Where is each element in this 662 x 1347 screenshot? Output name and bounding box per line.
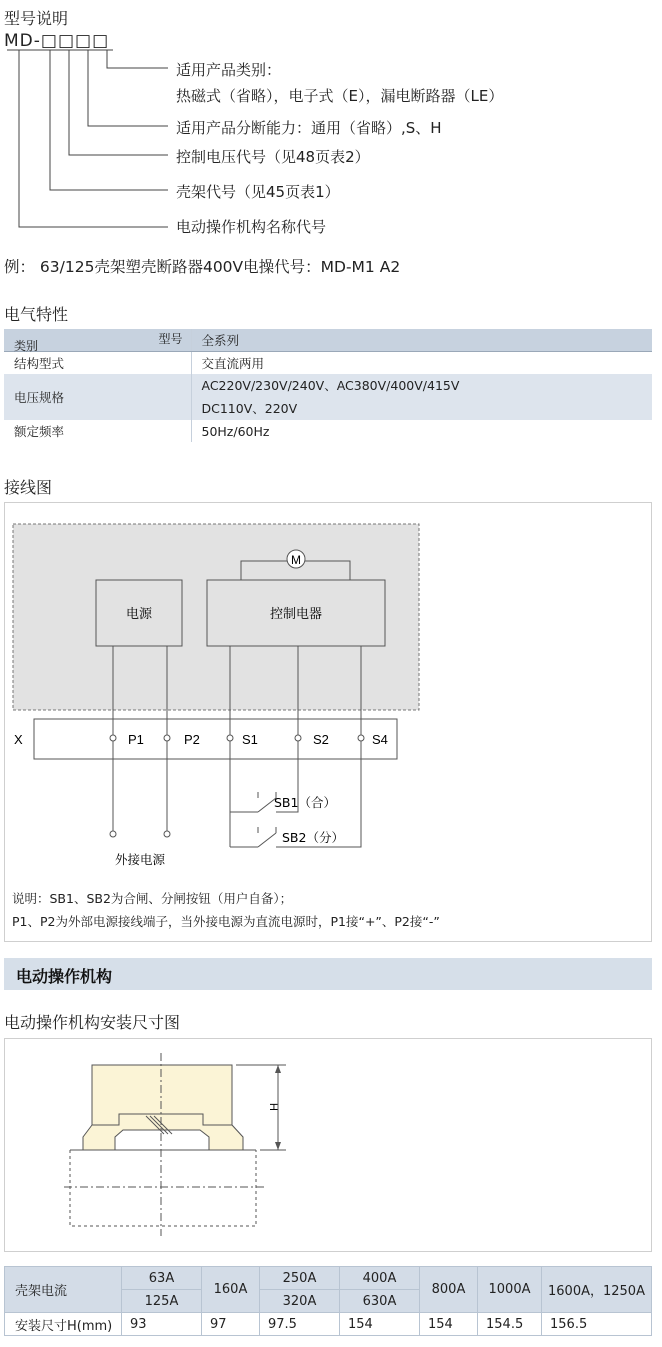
row-value: 50Hz/60Hz [201, 423, 270, 439]
row-value: 交直流两用 [201, 356, 265, 371]
terminal-s4: S4 [372, 732, 388, 747]
header-corner-top: 型号 [158, 332, 183, 346]
row1-label: 壳架电流 [5, 1267, 122, 1313]
frame-dimension-table [4, 1266, 652, 1336]
h-cell: 97 [202, 1313, 260, 1336]
row-value-line: AC220V/230V/240V、AC380V/400V/415V [201, 378, 460, 393]
wiring-title: 接线图 [4, 478, 53, 497]
mechanism-dim-title: 电动操作机构安装尺寸图 [4, 1013, 181, 1032]
model-line-voltage: 控制电压代号（见48页表2） [176, 148, 370, 166]
h-cell: 154 [340, 1313, 420, 1336]
control-box-label: 控制电器 [269, 607, 323, 622]
h-cell: 154.5 [478, 1313, 542, 1336]
frame-cell: 160A [202, 1267, 260, 1313]
frame-cell: 320A [260, 1290, 340, 1313]
model-line-frame: 壳架代号（见45页表1） [176, 183, 340, 201]
motor-label: M [291, 553, 301, 567]
row-label: 电压规格 [4, 374, 191, 420]
terminal-p2: P2 [184, 732, 200, 747]
h-cell: 97.5 [260, 1313, 340, 1336]
model-code: MD-□□□□ [4, 31, 110, 51]
terminal-s2: S2 [313, 732, 329, 747]
frame-cell: 63A [122, 1267, 202, 1290]
frame-cell: 1000A [478, 1267, 542, 1313]
mechanism-body [83, 1065, 243, 1150]
model-example: 例： 63/125壳架塑壳断路器400V电操代号：MD-M1 A2 [4, 258, 401, 276]
header-corner-bottom: 类别 [14, 339, 39, 353]
x-label: X [14, 732, 23, 747]
wiring-note-1: 说明：SB1、SB2为合闸、分闸按钮（用户自备）； [12, 891, 293, 906]
frame-cell: 250A [260, 1267, 340, 1290]
sb1-label: SB1（合） [274, 795, 336, 810]
model-line-types: 热磁式（省略），电子式（E），漏电断路器（LE） [176, 87, 504, 105]
table-row [5, 1313, 652, 1336]
terminal-p1: P1 [128, 732, 144, 747]
terminal-s1: S1 [242, 732, 258, 747]
frame-cell: 630A [340, 1290, 420, 1313]
row-label: 结构型式 [4, 352, 191, 375]
row-label: 额定频率 [4, 420, 191, 442]
h-cell: 93 [122, 1313, 202, 1336]
external-power-label: 外接电源 [114, 852, 166, 867]
row-value-line: DC110V、220V [201, 401, 298, 416]
model-title: 型号说明 [4, 9, 69, 28]
power-box-label: 电源 [125, 607, 153, 622]
frame-cell: 1600A，1250A [542, 1267, 652, 1313]
wiring-note-2: P1、P2为外部电源接线端子，当外接电源为直流电源时，P1接“+”、P2接“-” [12, 914, 440, 929]
model-line-category: 适用产品类别： [176, 61, 282, 79]
header-value-cell: 全系列 [191, 329, 652, 352]
frame-cell: 800A [420, 1267, 478, 1313]
frame-cell: 400A [340, 1267, 420, 1290]
mechanism-band-title: 电动操作机构 [16, 967, 113, 986]
row2-label: 安装尺寸H(mm) [5, 1313, 122, 1336]
table-row [5, 1267, 652, 1290]
h-dimension-label: H [267, 1103, 279, 1111]
frame-cell: 125A [122, 1290, 202, 1313]
model-line-breaking: 适用产品分断能力：通用（省略）,S、H [176, 119, 442, 137]
h-cell: 154 [420, 1313, 478, 1336]
electrical-title: 电气特性 [4, 305, 69, 324]
sb2-label: SB2（分） [282, 830, 344, 845]
model-line-name: 电动操作机构名称代号 [176, 218, 327, 236]
h-cell: 156.5 [542, 1313, 652, 1336]
